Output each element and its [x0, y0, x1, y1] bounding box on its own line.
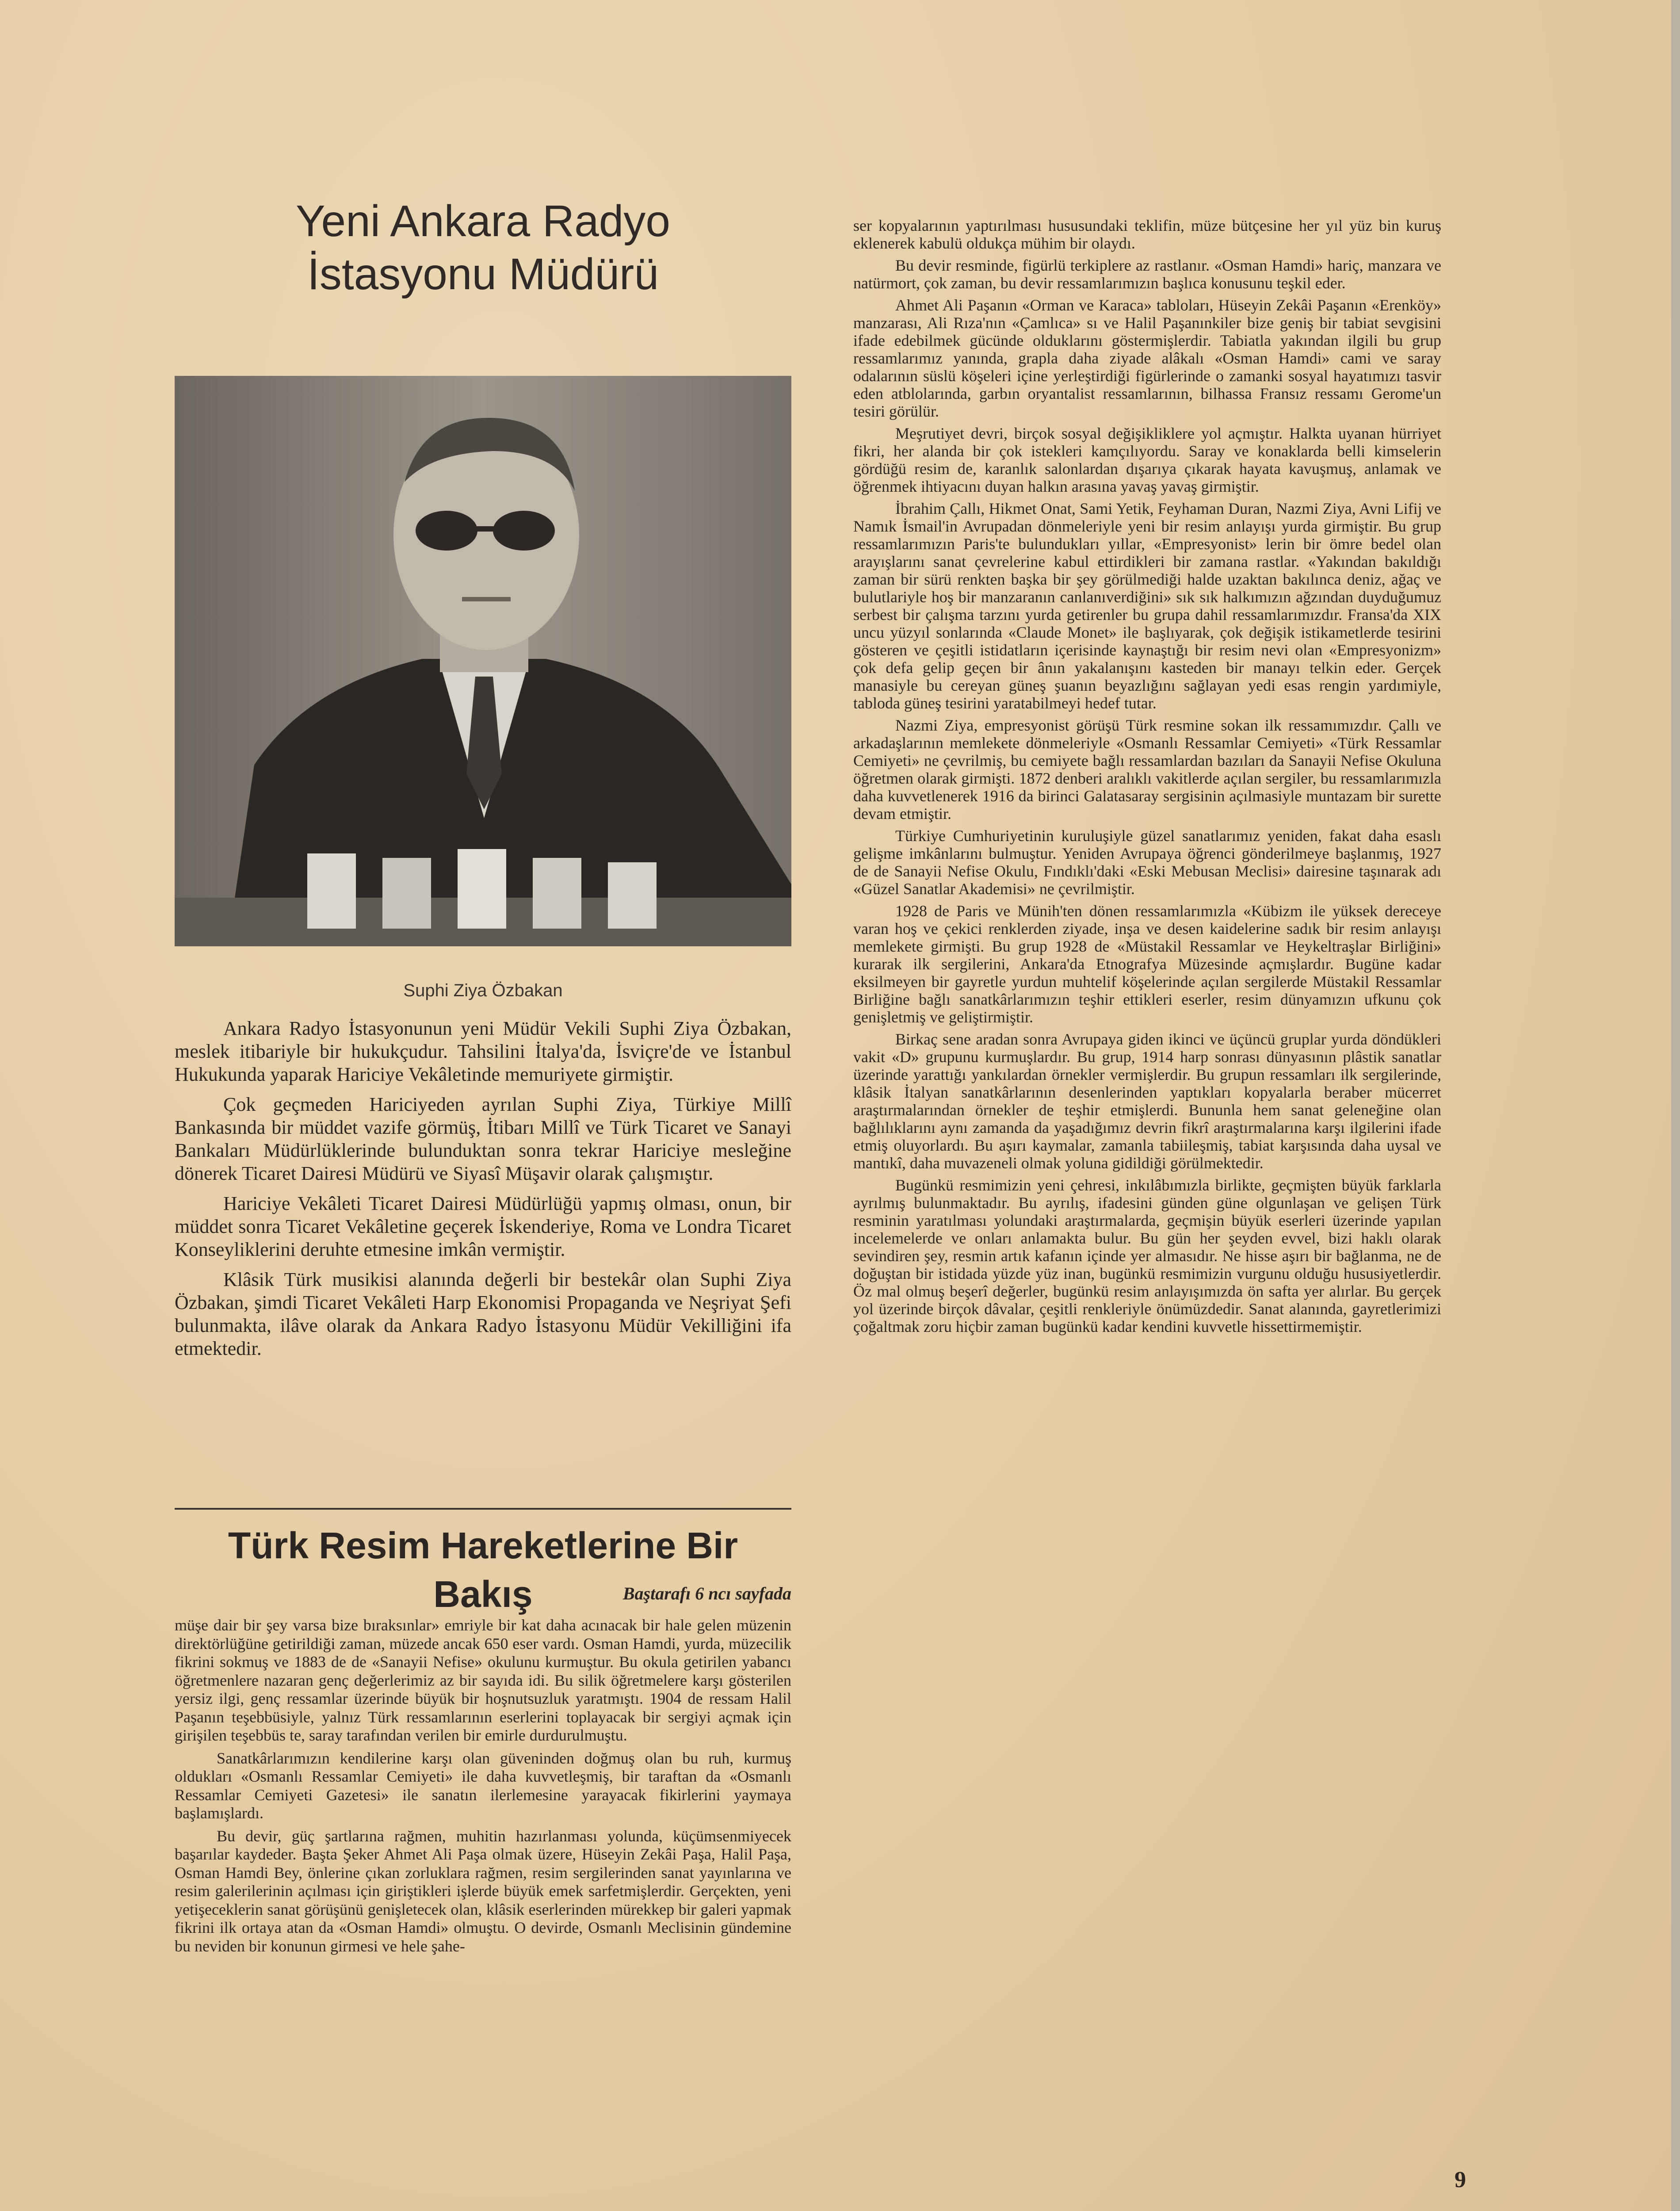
article-paragraph: Bugünkü resmimizin yeni çehresi, inkılâbımızla birlikte, geçmişten büyük farklarla ayrılmış bulunmaktadır. Bu ayrılış, ifadesini günden güne olgunlaşan ve gelişen Türk resminin yaratılması yolundaki araştırmalarda, geçmişin büyük eserleri üzerinde yapılan incelemelerde ve onları anlamakta bulur. Bu gün her şeyden evvel, bizi haklı olarak sevindiren şey, resmin artık kafanın içinde yer almasıdır. Ne hisse aşırı bir bağlanma, ne de doğuştan bir istidada yüzde yüz inan, bugünkü resmimizin vurgunu olduğu hususiyetlerdir. Öz mal olmuş beşerî değerler, bugünkü resim anlayışımızda ön safta yer alırlar. Bu gerçek yol üzerinde birçok dâvalar, çeşitli renkleriyle önümüzdedir. Sanat alanında, gayretlerimizi çoğaltmak zoru hiçbir zaman bugünkü kadar kendini kuvvetle hissettirmemiştir.	[853, 1176, 1441, 1335]
scan-background-edge	[1671, 0, 1680, 2211]
page-number: 9	[1455, 2167, 1466, 2192]
section-divider	[175, 1508, 791, 1510]
article-paragraph: Sanatkârlarımızın kendilerine karşı olan güveninden doğmuş olan bu ruh, kurmuş oldukları «Osmanlı Ressamlar Cemiyeti» ile daha kuvvetleşmiş, bir taraftan da «Osmanlı Ressamlar Cemiyeti Gazetesi» ile sanatın ilerlemesine yarayacak fikirlerini yaymaya başlamışlardı.	[175, 1749, 791, 1822]
article-paragraph: Bu devir resminde, figürlü terkiplere az rastlanır. «Osman Hamdi» hariç, manzara ve natürmort, çok zaman, bu devir ressamlarımızın başlıca konusunu teşkil eder.	[853, 256, 1441, 292]
headline	[175, 195, 791, 301]
article-paragraph: Türkiye Cumhuriyetinin kuruluşiyle güzel sanatlarımız yeniden, fakat daha esaslı gelişme imkânlarını bulmuştur. Yeniden Avrupaya öğrenci gönderilmeye başlanmış, 1927 de de Sanayii Nefise Okulu, Fındıklı'daki «Eski Mebusan Meclisi» dairesine taşınarak adı «Güzel Sanatlar Akademisi» ne çevrilmiştir.	[853, 827, 1441, 898]
article-paragraph: İbrahim Çallı, Hikmet Onat, Sami Yetik, Feyhaman Duran, Nazmi Ziya, Avni Lifij ve Namık İsmail'in Avrupadan dönmeleriyle yeni bir resim anlayışı yurda girmiştir. Bu grup ressamlarımızın Paris'te bulundukları yıllar, «Empresyonist» lerin bir ömre bedel olan arayışlarını sanat çevrelerine kabul ettirdikleri bir zamana rastlar. «Yakından bakıldığı zaman bir sürü renkten başka bir şey görülmediği halde uzaktan bakılınca deniz, ağaç ve bulutlariyle hoş bir manzaranın canlanıverdiğini» sık sık halkımızın ağzından duyduğumuz serbest bir çalışma tarzını yurda getirenler bu grupa dahil ressamlarımızdır. Fransa'da XIX uncu yüzyıl sonlarında «Claude Monet» ile başlıyarak, çok değişik istikametlerde tesirini gösteren ve çeşitli istidatların içerisinde kaynaştığı bir resim nevi olan «Empresyonizm» çok defa gelip geçen bir ânın yakalanışını kasteden bir manayı telkin eder. Gerçek manasiyle bu cereyan güneş şuanın beyazlığını sağlayan yedi esas rengin yardımiyle, tabloda güneş tesirini yaratabilmeyi hedef tutar.	[853, 500, 1441, 712]
article-paragraph: Ahmet Ali Paşanın «Orman ve Karaca» tabloları, Hüseyin Zekâi Paşanın «Erenköy» manzarası, Ali Rıza'nın «Çamlıca» sı ve Halil Paşanınkiler bize geniş bir tabiat sevgisini ifade edebilmek gücünde olduklarını göstermişlerdir. Tabiatla yakından ilgili bu grup ressamlarımız yanında, grapla daha ziyade alâkalı «Osman Hamdi» cami ve saray odalarının süslü köşeleri içine yerleştirdiği figürlerinde o zamanki sosyal hayatımızı tasvir eden atblolarında, garbın oryantalist ressamlarının, bilhassa Fransız ressamı Gerome'un tesiri görülür.	[853, 296, 1441, 420]
article-paragraph: ser kopyalarının yaptırılması hususundaki teklifin, müze bütçesine her yıl yüz bin kuruş eklenerek kabulü oldukça mühim bir olaydı.	[853, 217, 1441, 252]
director-bio	[175, 1017, 791, 1367]
article-paragraph: Meşrutiyet devri, birçok sosyal değişikliklere yol açmıştır. Halkta uyanan hürriyet fikri, her alanda bir çok istekleri kamçılıyordu. Saray ve konaklarda belli kimselerin gördüğü resim de, karanlık salonlardan dışarıya çıkarak hayata kavuşmuş, anlamak ve öğrenmek ihtiyacını duyan halkın arasına yavaş yavaş girmiştir.	[853, 425, 1441, 495]
article-paragraph: Birkaç sene aradan sonra Avrupaya giden ikinci ve üçüncü gruplar yurda döndükleri vakit «D» grupunu kurmuşlardır. Bu grup, 1914 harp sonrası dünyasının plâstik sanatlar üzerinde yarattığı yankılardan örnekler vermişlerdir. Bu grupun ressamları ilk sergilerinde, klâsik İtalyan sanatkârlarının desenlerinden yaptıkları kopyalarla beraber mücerret araştırmalarından örnekler de teşhir etmişlerdi. Bununla hem sanat geleneğine olan bağlılıklarını aynı zamanda da yaşadığımız devrin fikrî araştırmalarına karşı ilgilerini ifade etmiş oluyorlardı. Bu aşırı kaymalar, zamanla tabiileşmiş, tabiat karşısında daha uysal ve mantıkî, daha muvazeneli olmak yoluna gidildiği görülmektedir.	[853, 1030, 1441, 1172]
article-column-left	[175, 1616, 791, 1960]
article-paragraph: Nazmi Ziya, empresyonist görüşü Türk resmine sokan ilk ressamımızdır. Çallı ve arkadaşlarının memlekete dönmeleriyle «Osmanlı Ressamlar Cemiyeti» «Türk Ressamlar Cemiyeti» ne çevrilmiş, bu cemiyete bağlı ressamlardan bazıları da Sanayii Nefise Okuluna öğretmen olarak girmişti. 1872 denberi aralıklı vakitlerde açılan sergiler, bu ressamlarımızla daha kuvvetlenerek 1916 da birinci Galatasaray sergisinin açılmasiyle muntazam bir surette devam etmiştir.	[853, 716, 1441, 822]
article-paragraph: müşe dair bir şey varsa bize bıraksınlar» emriyle bir kat daha acınacak bir hale gelen müzenin direktörlüğüne getirildiği zaman, müzede ancak 650 eser vardı. Osman Hamdi, yurda, müzecilik fikrini sokmuş ve 1883 de de «Sanayii Nefise» okulunu kurmuştur. Bu okula getirilen yabancı öğretmenlere nazaran genç değerlerimiz az bir sayıda idi. Bu silik öğretmelere karşı gösterilen yersiz ilgi, genç ressamlar üzerinde büyük bir hoşnutsuzluk yaratmıştı. 1904 de ressam Halil Paşanın teşebbüsiyle, yalnız Türk ressamlarının eserlerini toplayacak bir sergiyi açmak için girişilen teşebbüs te, saray tarafından verilen bir emirle durdurulmuştu.	[175, 1616, 791, 1744]
continued-note: Baştarafı 6 ncı sayfada	[622, 1584, 791, 1603]
bio-paragraph: Hariciye Vekâleti Ticaret Dairesi Müdürlüğü yapmış olması, onun, bir müddet sonra Ticaret Vekâletine geçerek İskenderiye, Roma ve Londra Ticaret Konseyliklerini deruhte etmesine imkân vermiştir.	[175, 1193, 791, 1260]
radio-director-section	[175, 195, 791, 301]
headline-line-2: İstasyonu Müdürü	[307, 249, 659, 299]
portrait-photo-image	[175, 376, 791, 946]
portrait-photo	[175, 376, 791, 946]
article-paragraph: 1928 de Paris ve Münih'ten dönen ressamlarımızla «Kübizm ile yüksek dereceye varan hoş ve çekici renklerden ziyade, inşa ve desen kaidelerine sadık bir resim anlayışı memlekete girmişti. Bu grup 1928 de «Müstakil Ressamlar ve Heykeltraşlar Birliğini» kurarak ilk sergilerini, Ankara'da Etnografya Müzesinde açmışlardır. Bugüne kadar eksilmeyen bir gayretle yurdun muhtelif köşelerinde açılan sergilerde Müstakil Ressamlar Birliğine bağlı sanatkârlarımızın teşhir ettikleri eserler, resim dünyamızın ufkunu çok genişletmiş ve geliştirmiştir.	[853, 902, 1441, 1026]
headline-line-1: Yeni Ankara Radyo	[296, 196, 670, 246]
article-title: Türk Resim Hareketlerine Bir Bakış	[228, 1525, 738, 1615]
bio-paragraph: Klâsik Türk musikisi alanında değerli bir bestekâr olan Suphi Ziya Özbakan, şimdi Ticaret Vekâleti Harp Ekonomisi Propaganda ve Neşriyat Şefi bulunmakta, ilâve olarak da Ankara Radyo İstasyonu Müdür Vekilliğini ifa etmektedir.	[175, 1269, 791, 1359]
article-paragraph: Bu devir, güç şartlarına rağmen, muhitin hazırlanması yolunda, küçümsenmiyecek başarılar kaydeder. Başta Şeker Ahmet Ali Paşa olmak üzere, Hüseyin Zekâi Paşa, Halil Paşa, Osman Hamdi Bey, önlerine çıkan zorluklara rağmen, resim sergilerinden sanat yayınlarına ve resim galerilerinin açılması için giriştikleri işlerde büyük emek sarfetmişlerdir. Gerçekten, yeni yetişeceklerin sanat görüşünü genişletecek olan, klâsik eserlerinden mürekkep bir galeri yapmak fikrini ilk ortaya atan da «Osman Hamdi» olmuştu. O devirde, Osmanlı Meclisinin gündemine bu neviden bir konunun girmesi ve hele şahe-	[175, 1827, 791, 1955]
photo-caption: Suphi Ziya Özbakan	[403, 981, 563, 1000]
article-column-right	[853, 217, 1441, 1340]
bio-paragraph: Çok geçmeden Hariciyeden ayrılan Suphi Ziya, Türkiye Millî Bankasında bir müddet vazife görmüş, İtibarı Millî ve Türk Ticaret ve Sanayi Bankaları Müdürlüklerinde bulunduktan sonra tekrar Hariciye mesleğine dönerek Ticaret Dairesi Müdürü ve Siyasî Müşavir olarak çalışmıştır.	[175, 1094, 791, 1184]
bio-paragraph: Ankara Radyo İstasyonunun yeni Müdür Vekili Suphi Ziya Özbakan, meslek itibariyle bir hukukçudur. Tahsilini İtalya'da, İsviçre'de ve İstanbul Hukukunda yaparak Hariciye Vekâletinde memuriyete girmiştir.	[175, 1018, 791, 1085]
